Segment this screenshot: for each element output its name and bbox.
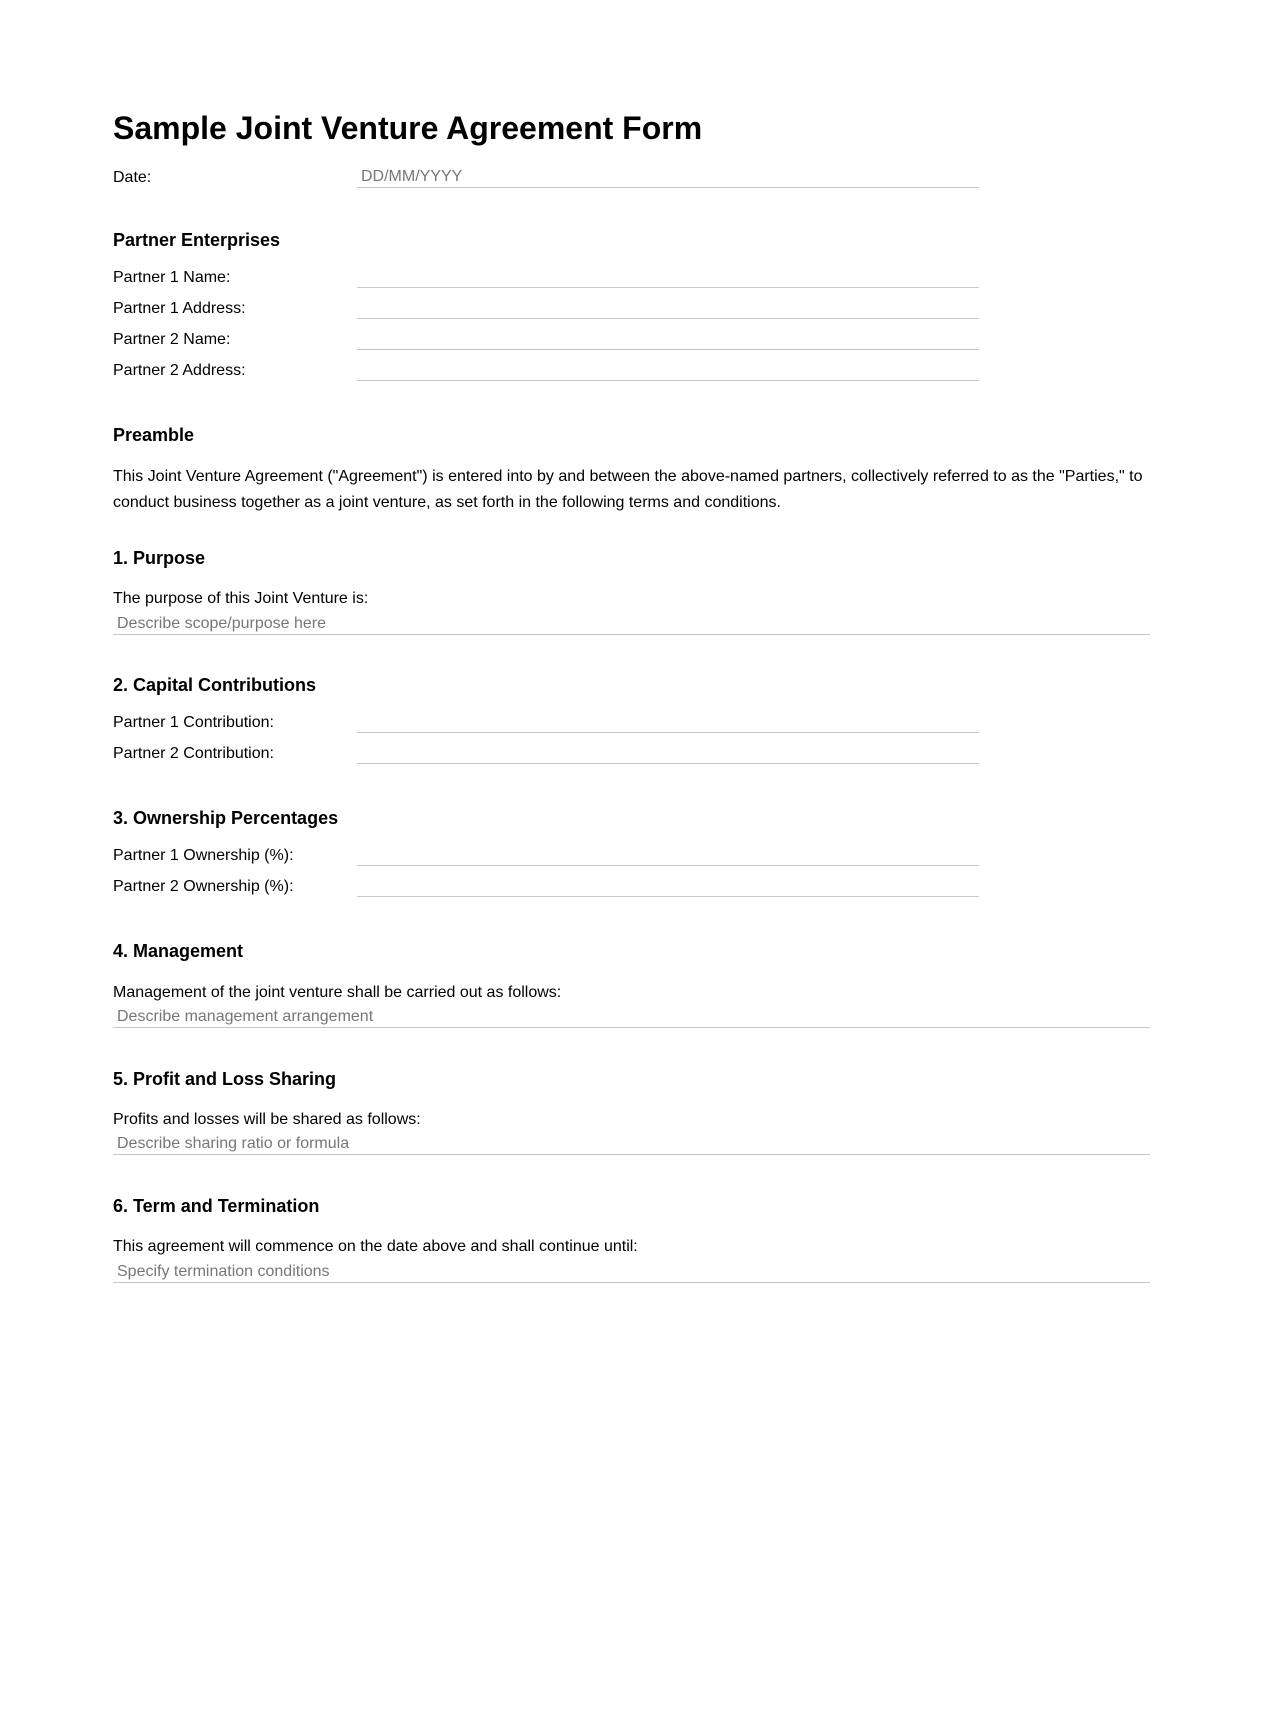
partner1-ownership-row xyxy=(113,846,1150,877)
partner1-name-input[interactable] xyxy=(357,266,979,288)
partner1-ownership-label: Partner 1 Ownership (%): xyxy=(113,847,294,864)
partner2-name-row xyxy=(113,330,1150,361)
purpose-prompt: The purpose of this Joint Venture is: xyxy=(113,590,369,607)
partner1-address-input[interactable] xyxy=(357,297,979,319)
partner2-ownership-row xyxy=(113,877,1150,908)
profit-prompt: Profits and losses will be shared as follows: xyxy=(113,1111,421,1128)
profit-heading: 5. Profit and Loss Sharing xyxy=(113,1069,337,1089)
page-title: Sample Joint Venture Agreement Form xyxy=(113,110,703,146)
partner1-ownership-input[interactable] xyxy=(357,844,979,866)
purpose-heading: 1. Purpose xyxy=(113,548,206,568)
term-input[interactable] xyxy=(113,1261,1150,1283)
partner1-contribution-label: Partner 1 Contribution: xyxy=(113,714,274,731)
purpose-input[interactable] xyxy=(113,613,1150,635)
preamble-heading: Preamble xyxy=(113,425,195,445)
partner1-address-row xyxy=(113,299,1150,330)
capital-heading: 2. Capital Contributions xyxy=(113,675,317,695)
partner2-contribution-row xyxy=(113,744,1150,775)
term-prompt: This agreement will commence on the date above and shall continue until: xyxy=(113,1238,638,1255)
term-heading: 6. Term and Termination xyxy=(113,1196,320,1216)
partner1-contribution-input[interactable] xyxy=(357,711,979,733)
partner1-name-label: Partner 1 Name: xyxy=(113,269,231,286)
date-row xyxy=(113,168,1150,199)
management-input[interactable] xyxy=(113,1006,1150,1028)
partner2-address-label: Partner 2 Address: xyxy=(113,362,246,379)
partner2-ownership-input[interactable] xyxy=(357,875,979,897)
partner2-contribution-label: Partner 2 Contribution: xyxy=(113,745,274,762)
management-heading: 4. Management xyxy=(113,941,244,961)
profit-input[interactable] xyxy=(113,1133,1150,1155)
ownership-heading: 3. Ownership Percentages xyxy=(113,808,339,828)
date-label: Date: xyxy=(113,169,152,186)
date-input[interactable] xyxy=(357,166,979,188)
partners-heading: Partner Enterprises xyxy=(113,230,281,250)
partner2-ownership-label: Partner 2 Ownership (%): xyxy=(113,878,294,895)
partner2-address-input[interactable] xyxy=(357,359,979,381)
partner2-address-row xyxy=(113,361,1150,392)
partner2-contribution-input[interactable] xyxy=(357,742,979,764)
management-prompt: Management of the joint venture shall be carried out as follows: xyxy=(113,984,562,1001)
partner2-name-input[interactable] xyxy=(357,328,979,350)
preamble-text: This Joint Venture Agreement ("Agreement") is entered into by and between the above-named partners, collectively referred to as the "Parties," to conduct business together as a joint venture, as set forth in the following terms and conditions. xyxy=(113,468,1143,511)
partner2-name-label: Partner 2 Name: xyxy=(113,331,231,348)
partner1-name-row xyxy=(113,268,1150,299)
partner1-contribution-row xyxy=(113,713,1150,744)
partner1-address-label: Partner 1 Address: xyxy=(113,300,246,317)
